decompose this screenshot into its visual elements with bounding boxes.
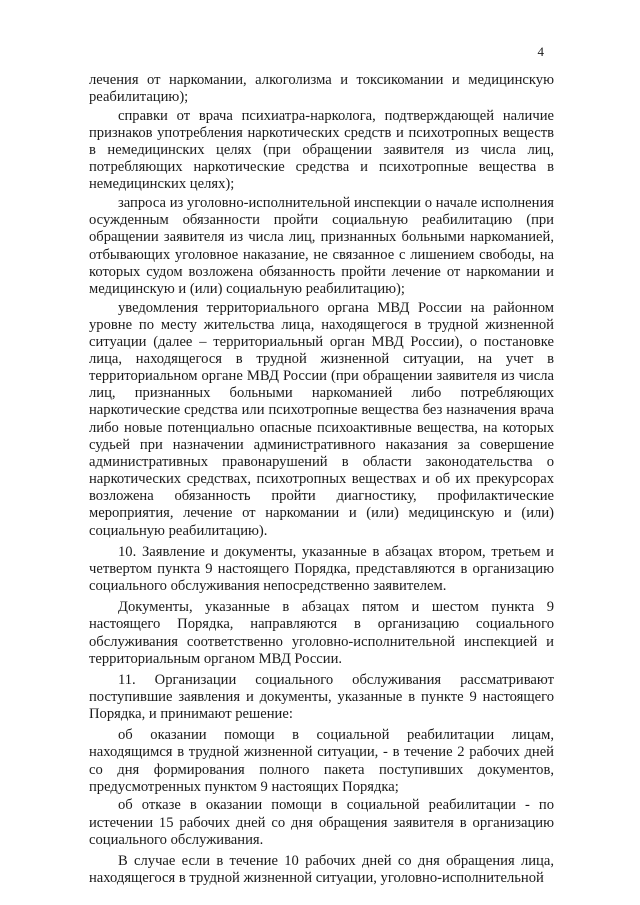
paragraph-continuation: лечения от наркомании, алкоголизма и токсикомании и медицинскую реабилитацию); [89,72,554,106]
document-body [89,72,554,889]
paragraph-final: В случае если в течение 10 рабочих дней со дня обращения лица, находящегося в трудной жизненной ситуации, уголовно-исполнительной [89,852,554,887]
paragraph-documents-sent: Документы, указанные в абзацах пятом и шестом пункта 9 настоящего Порядка, направляются в организацию социального обслуживания соответственно уголовно-исполнительной инспекцией и территориальным органом МВД России. [89,599,554,667]
paragraph-item-11: 11. Организации социального обслуживания рассматривают поступившие заявления и документы, указанные в пункте 9 настоящего Порядка, и принимают решение: [89,671,554,723]
paragraph-decision-approve: об оказании помощи в социальной реабилитации лицам, находящимся в трудной жизненной ситуации, - в течение 2 рабочих дней со дня формирования полного пакета поступивших документов, предусмотренных пунктом 9 настоящих Порядка; [89,727,554,795]
paragraph-item-10: 10. Заявление и документы, указанные в абзацах втором, третьем и четвертом пункта 9 настоящего Порядка, представляются в организацию социального обслуживания непосредственно заявителем. [89,543,554,595]
paragraph-mvd-notification: уведомления территориального органа МВД России на районном уровне по месту жительства лица, находящегося в трудной жизненной ситуации (далее – территориальный орган МВД России), о постановке лица, находящегося в трудной жизненной ситуации, на учет в территориальном органе МВД России (при обращении заявителя из числа лиц, признанных больными наркоманией либо потребляющих наркотические средства или психотропные вещества без назначения врача либо новые потенциально опасные психоактивные вещества, на которых судьей при назначении административного наказания за совершение административных правонарушений в области законодательства о наркотических средствах, психотропных веществах и об их прекурсорах возложена обязанность пройти диагностику, профилактические мероприятия, лечение от наркомании и (или) медицинскую и (или) социальную реабилитацию). [89,299,554,539]
paragraph-decision-refuse: об отказе в оказании помощи в социальной реабилитации - по истечении 15 рабочих дней со дня обращения заявителя в организацию социального обслуживания. [89,797,554,848]
paragraph-narcologist-certificate: справки от врача психиатра-нарколога, подтверждающей наличие признаков употребления наркотических средств и психотропных веществ в немедицинских целях (при обращении заявителя из числа лиц, потребляющих наркотические средства и психотропные вещества в немедицинских целях); [89,107,554,193]
paragraph-penal-inspection-request: запроса из уголовно-исполнительной инспекции о начале исполнения осужденным обязанности пройти социальную реабилитацию (при обращении заявителя из числа лиц, признанных больными наркоманией, отбывающих уголовное наказание, не связанное с лишением свободы, на которых судом возложена обязанность пройти лечение от наркомании и медицинскую и (или) социальную реабилитацию); [89,195,554,297]
page-number: 4 [537,44,544,59]
